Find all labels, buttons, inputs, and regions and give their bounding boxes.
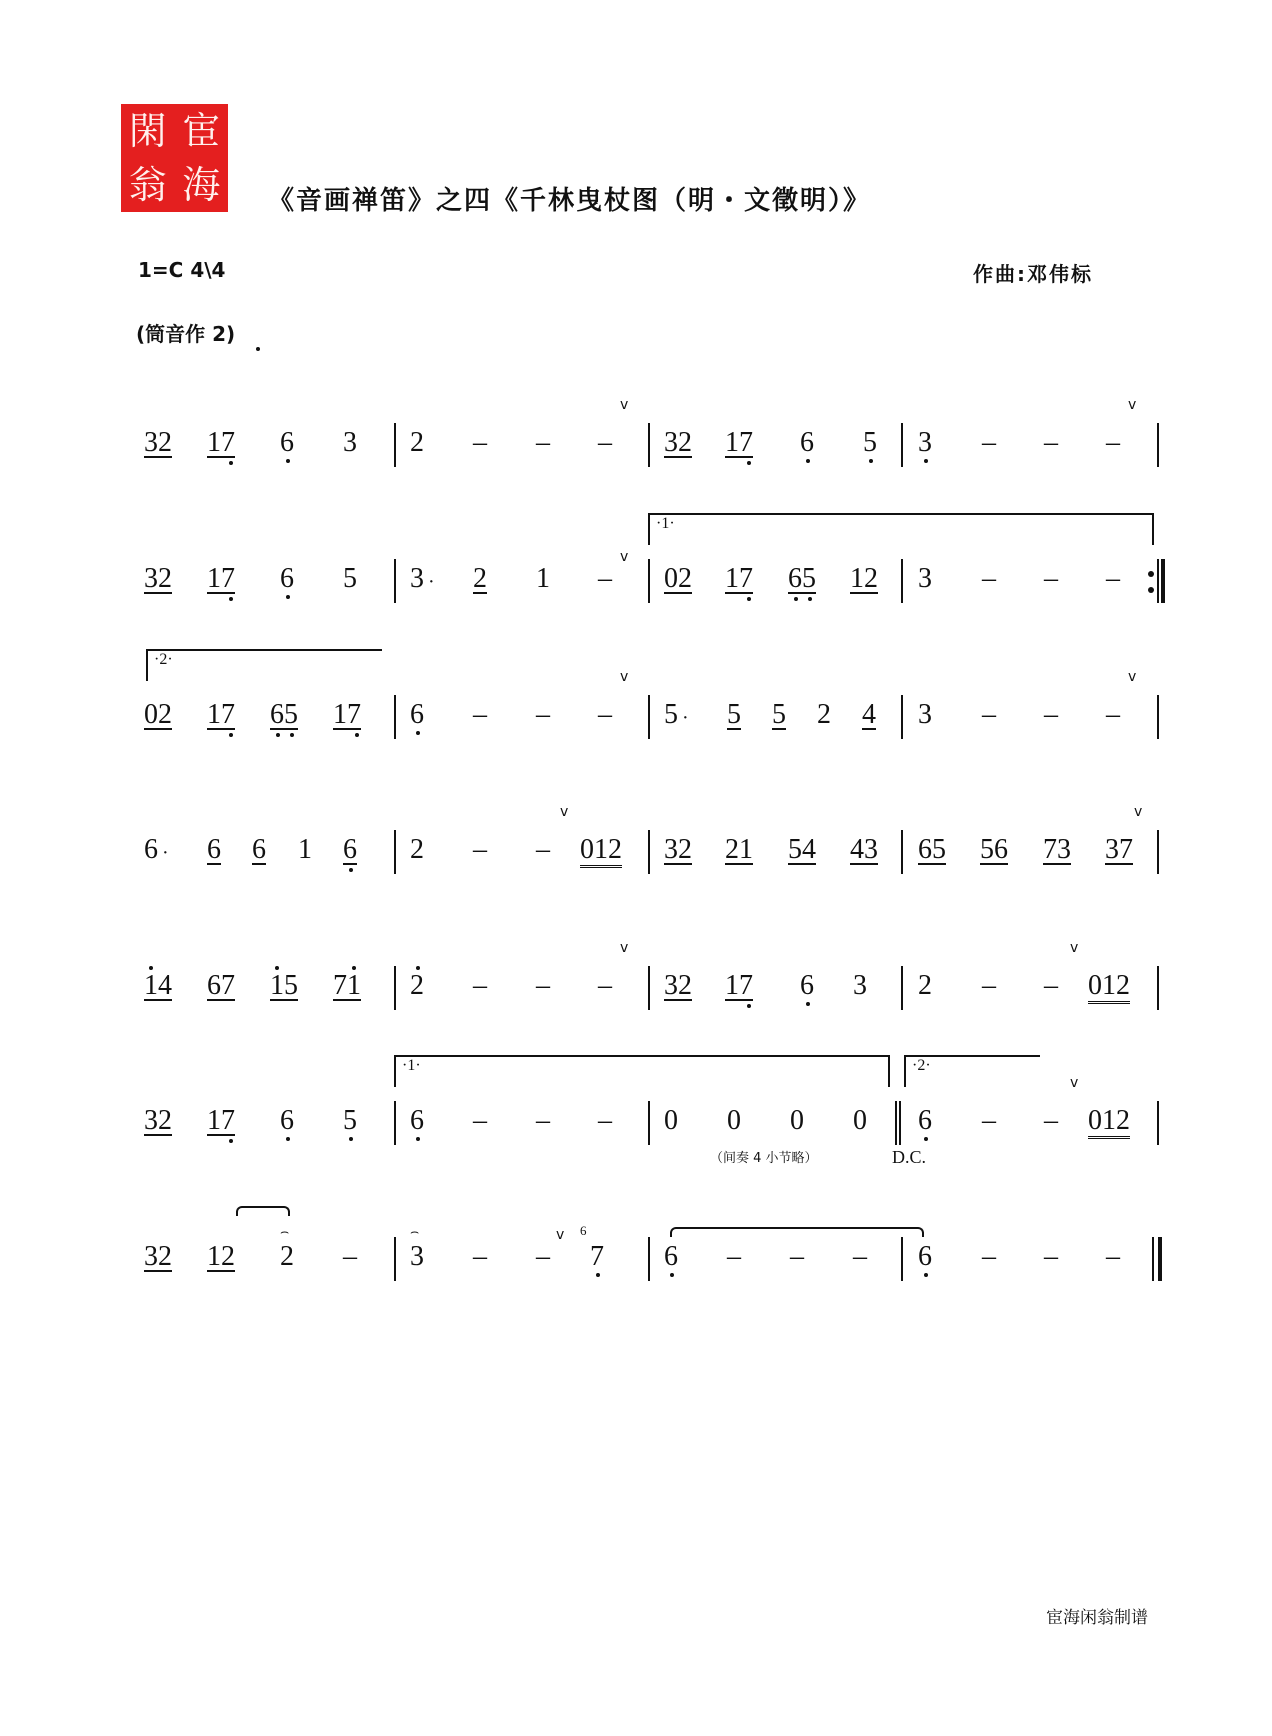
note: 71 xyxy=(333,970,361,1001)
note: 3 xyxy=(410,563,424,594)
breath-mark: v xyxy=(620,549,629,565)
note: 2 xyxy=(817,699,831,730)
barline xyxy=(1157,1101,1159,1145)
note: 6 xyxy=(918,1241,932,1272)
octave-dot xyxy=(286,459,290,463)
breath-mark: v xyxy=(1128,669,1137,685)
dash: – xyxy=(598,427,612,458)
barline xyxy=(394,559,396,603)
interlude-note: （间奏 4 小节略） xyxy=(710,1151,818,1166)
note: 5 xyxy=(727,699,741,730)
dash: – xyxy=(598,699,612,730)
note: 2 xyxy=(280,1241,294,1272)
staff-row-3 xyxy=(0,651,1272,805)
fermata-icon: ⌢ xyxy=(280,1225,290,1240)
note: 02 xyxy=(664,563,692,594)
note: 15 xyxy=(270,970,298,1001)
aug-dot: · xyxy=(428,571,435,593)
note: 1 xyxy=(536,563,550,594)
octave-dot xyxy=(229,733,233,737)
barline xyxy=(648,830,650,874)
note: 17 xyxy=(333,699,361,730)
note: 5 xyxy=(343,563,357,594)
breath-mark: v xyxy=(620,397,629,413)
dash: – xyxy=(1106,427,1120,458)
note: 21 xyxy=(725,834,753,865)
dash: – xyxy=(343,1241,357,1272)
note: 12 xyxy=(207,1241,235,1272)
octave-dot xyxy=(355,733,359,737)
note: 12 xyxy=(850,563,878,594)
note: 5 xyxy=(343,1105,357,1136)
octave-dot xyxy=(747,461,751,465)
dash: – xyxy=(598,563,612,594)
octave-dot xyxy=(229,461,233,465)
seal-char: 翁 xyxy=(128,163,167,207)
note: 6 xyxy=(664,1241,678,1272)
octave-dot xyxy=(349,1137,353,1141)
barline xyxy=(394,830,396,874)
note: 6 xyxy=(410,1105,424,1136)
note: 012 xyxy=(1088,1106,1130,1139)
octave-dot xyxy=(747,597,751,601)
note: 3 xyxy=(918,427,932,458)
octave-dot xyxy=(349,868,353,872)
octave-dot xyxy=(286,595,290,599)
note: 6 xyxy=(280,563,294,594)
dash: – xyxy=(1106,1241,1120,1272)
octave-dot xyxy=(670,1273,674,1277)
note: 2 xyxy=(410,970,424,1001)
note: 65 xyxy=(788,563,816,594)
seal-stamp xyxy=(121,104,228,212)
note: 37 xyxy=(1105,834,1133,865)
dash: – xyxy=(1044,1105,1058,1136)
score-title: 《音画禅笛》之四《千林曳杖图（明・文徵明）》 xyxy=(268,186,872,216)
note: 56 xyxy=(980,834,1008,865)
note: 2 xyxy=(918,970,932,1001)
octave-dot xyxy=(747,1004,751,1008)
dash: – xyxy=(1044,563,1058,594)
dash: – xyxy=(727,1241,741,1272)
octave-dot-high xyxy=(275,966,279,970)
fermata-icon: ⌢ xyxy=(410,1225,420,1240)
note: 7 xyxy=(590,1241,604,1272)
dash: – xyxy=(536,699,550,730)
note: 14 xyxy=(144,970,172,1001)
barline xyxy=(901,1237,903,1281)
note: 17 xyxy=(207,699,235,730)
octave-dot-high xyxy=(352,966,356,970)
dash: – xyxy=(536,970,550,1001)
breath-mark: v xyxy=(620,940,629,956)
seal-char: 宦 xyxy=(182,109,221,153)
note: 32 xyxy=(664,427,692,458)
dash: – xyxy=(1106,563,1120,594)
octave-dot xyxy=(924,459,928,463)
note: 6 xyxy=(800,970,814,1001)
octave-dot xyxy=(794,597,798,601)
note: 1 xyxy=(298,834,312,865)
volta-1-bracket xyxy=(648,513,1154,545)
dash: – xyxy=(536,834,550,865)
note: 54 xyxy=(788,834,816,865)
barline xyxy=(1157,830,1159,874)
key-signature: 1=C 4\4 xyxy=(138,258,226,282)
barline xyxy=(648,695,650,739)
dash: – xyxy=(598,970,612,1001)
note: 6 xyxy=(410,699,424,730)
grace-note: 6 xyxy=(580,1223,587,1238)
note: 17 xyxy=(725,970,753,1001)
dash: – xyxy=(853,1241,867,1272)
dash: – xyxy=(1044,970,1058,1001)
note: 6 xyxy=(280,1105,294,1136)
note: 5 xyxy=(664,699,678,730)
breath-mark: v xyxy=(556,1227,565,1243)
volta-2-bracket xyxy=(146,649,382,681)
note: 02 xyxy=(144,699,172,730)
note: 17 xyxy=(207,427,235,458)
composer: 作曲:邓伟标 xyxy=(973,262,1093,286)
breath-mark: v xyxy=(1070,1075,1079,1091)
volta-1-label: ·1· xyxy=(402,1057,421,1074)
note: 2 xyxy=(473,563,487,594)
volta-1-label: ·1· xyxy=(656,515,675,532)
note: 17 xyxy=(725,563,753,594)
repeat-end-barline xyxy=(1157,559,1165,603)
dash: – xyxy=(473,1105,487,1136)
barline xyxy=(648,966,650,1010)
volta-1-bracket xyxy=(394,1055,890,1087)
note: 67 xyxy=(207,970,235,1001)
octave-dot xyxy=(229,597,233,601)
note: 6 xyxy=(918,1105,932,1136)
note: 65 xyxy=(918,834,946,865)
barline xyxy=(394,695,396,739)
dash: – xyxy=(598,1105,612,1136)
note: 6 xyxy=(207,834,221,865)
dash: – xyxy=(982,1241,996,1272)
barline xyxy=(901,559,903,603)
note: 3 xyxy=(343,427,357,458)
note: 17 xyxy=(725,427,753,458)
dash: – xyxy=(982,563,996,594)
breath-mark: v xyxy=(560,804,569,820)
dash: – xyxy=(982,427,996,458)
octave-dot xyxy=(806,1002,810,1006)
dash: – xyxy=(982,1105,996,1136)
dash: – xyxy=(473,1241,487,1272)
note: 2 xyxy=(410,427,424,458)
barline xyxy=(648,1237,650,1281)
credit-footer: 宦海闲翁制谱 xyxy=(1046,1608,1148,1628)
dash: – xyxy=(473,834,487,865)
note: 6 xyxy=(343,834,357,865)
slur xyxy=(236,1206,290,1216)
note: 0 xyxy=(727,1105,741,1136)
dash: – xyxy=(1106,699,1120,730)
note: 012 xyxy=(1088,971,1130,1004)
note: 5 xyxy=(863,427,877,458)
note: 32 xyxy=(664,970,692,1001)
octave-dot xyxy=(416,731,420,735)
barline xyxy=(394,966,396,1010)
dash: – xyxy=(1044,699,1058,730)
dash: – xyxy=(982,970,996,1001)
barline xyxy=(1157,966,1159,1010)
note: 5 xyxy=(772,699,786,730)
breath-mark: v xyxy=(1134,804,1143,820)
barline xyxy=(901,966,903,1010)
repeat-dot xyxy=(1148,571,1154,577)
octave-dot xyxy=(596,1273,600,1277)
volta-2-label: ·2· xyxy=(154,651,173,668)
note: 6 xyxy=(280,427,294,458)
barline xyxy=(1157,423,1159,467)
dash: – xyxy=(473,427,487,458)
octave-dot xyxy=(276,733,280,737)
barline xyxy=(394,1237,396,1281)
barline xyxy=(1157,695,1159,739)
staff-row-4 xyxy=(0,804,1272,940)
octave-dot xyxy=(286,1137,290,1141)
note: 0 xyxy=(790,1105,804,1136)
note: 2 xyxy=(410,834,424,865)
barline xyxy=(394,1101,396,1145)
note: 17 xyxy=(207,1105,235,1136)
aug-dot: · xyxy=(682,707,689,729)
note: 32 xyxy=(144,563,172,594)
octave-dot xyxy=(229,1139,233,1143)
note: 3 xyxy=(918,563,932,594)
octave-dot xyxy=(416,1137,420,1141)
note: 32 xyxy=(664,834,692,865)
dash: – xyxy=(536,427,550,458)
barline xyxy=(648,559,650,603)
note: 3 xyxy=(853,970,867,1001)
note: 65 xyxy=(270,699,298,730)
note: 3 xyxy=(410,1241,424,1272)
barline xyxy=(648,1101,650,1145)
dc-marking: D.C. xyxy=(892,1147,927,1167)
octave-dot xyxy=(808,597,812,601)
octave-dot xyxy=(290,733,294,737)
octave-dot xyxy=(869,459,873,463)
aug-dot: · xyxy=(162,842,169,864)
final-barline xyxy=(1152,1237,1162,1281)
dash: – xyxy=(473,970,487,1001)
dash: – xyxy=(473,699,487,730)
note: 4 xyxy=(862,699,876,730)
seal-char: 海 xyxy=(182,163,221,207)
volta-2-label: ·2· xyxy=(912,1057,931,1074)
barline xyxy=(648,423,650,467)
note: 32 xyxy=(144,1105,172,1136)
note: 32 xyxy=(144,427,172,458)
octave-dot xyxy=(924,1137,928,1141)
note: 6 xyxy=(144,834,158,865)
double-barline xyxy=(895,1101,901,1145)
note: 32 xyxy=(144,1241,172,1272)
octave-dot xyxy=(924,1273,928,1277)
octave-dot-high xyxy=(416,966,420,970)
staff-row-7 xyxy=(0,1223,1272,1347)
barline xyxy=(901,830,903,874)
note: 73 xyxy=(1043,834,1071,865)
barline xyxy=(901,423,903,467)
note: 43 xyxy=(850,834,878,865)
dash: – xyxy=(536,1105,550,1136)
breath-mark: v xyxy=(1128,397,1137,413)
tuning-note: (筒音作 2) xyxy=(136,322,236,346)
breath-mark: v xyxy=(620,669,629,685)
dash: – xyxy=(1044,1241,1058,1272)
breath-mark: v xyxy=(1070,940,1079,956)
note: 3 xyxy=(918,699,932,730)
repeat-dot xyxy=(1148,587,1154,593)
barline xyxy=(394,423,396,467)
note: 0 xyxy=(664,1105,678,1136)
dash: – xyxy=(982,699,996,730)
barline xyxy=(901,695,903,739)
tuning-dot xyxy=(256,347,260,351)
seal-char: 閑 xyxy=(128,109,167,153)
tie xyxy=(670,1227,924,1237)
dash: – xyxy=(536,1241,550,1272)
note: 012 xyxy=(580,835,622,868)
staff-row-6 xyxy=(0,1057,1272,1211)
note: 6 xyxy=(252,834,266,865)
dash: – xyxy=(1044,427,1058,458)
note: 6 xyxy=(800,427,814,458)
octave-dot-high xyxy=(149,966,153,970)
octave-dot xyxy=(806,459,810,463)
note: 17 xyxy=(207,563,235,594)
dash: – xyxy=(790,1241,804,1272)
note: 0 xyxy=(853,1105,867,1136)
